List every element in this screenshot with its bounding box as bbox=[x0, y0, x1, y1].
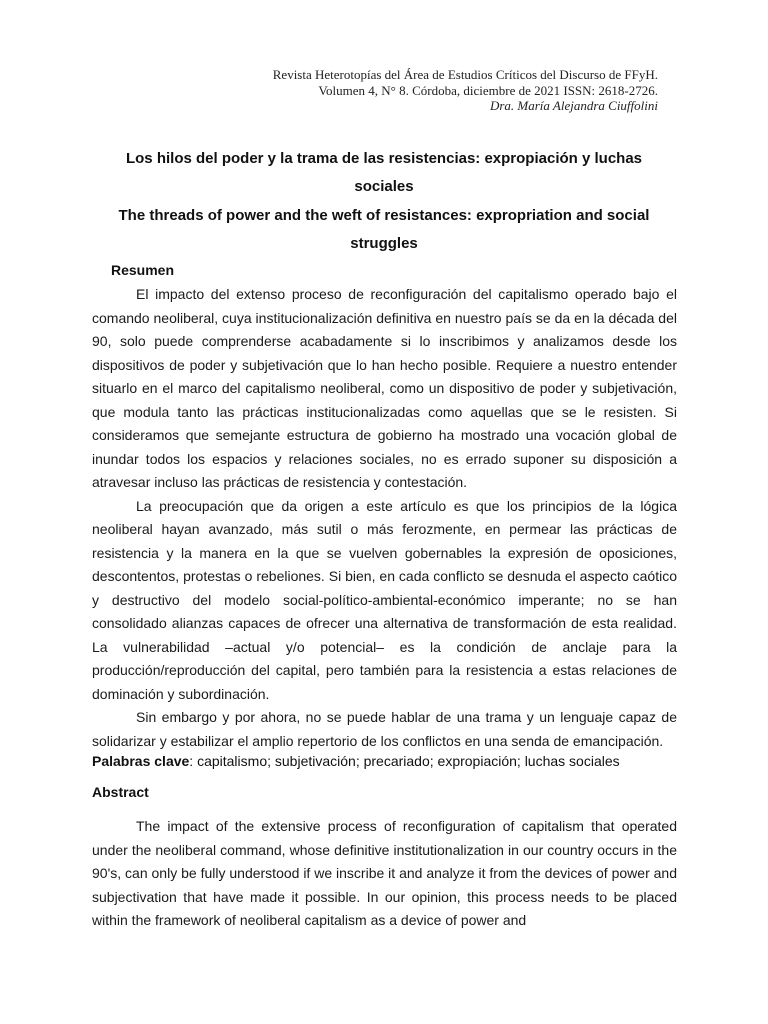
title-spanish: Los hilos del poder y la trama de las resistencias: expropiación y luchas sociales bbox=[125, 150, 643, 195]
keywords-values: : capitalismo; subjetivación; precariado; expropiación; luchas sociales bbox=[189, 753, 620, 769]
resumen-heading: Resumen bbox=[111, 262, 175, 278]
abstract-body bbox=[92, 815, 677, 933]
journal-name: Revista Heterotopías del Área de Estudios Críticos del Discurso de FFyH. bbox=[272, 67, 658, 82]
resumen-paragraph: La preocupación que da origen a este artículo es que los principios de la lógica neoliberal hayan avanzado, más sutil o más ferozmente, en permear las prácticas de resistencia y la manera en la que se vuelven gobernables la expresión de oposiciones, descontentos, protestas o rebeliones. Si bien, en cada conflicto se desnuda el aspecto caótico y destructivo del modelo social-político-ambiental-económico imperante; no se han consolidado alianzas capaces de ofrecer una alternativa de transformación de esta realidad. La vulnerabilidad –actual y/o potencial– es la condición de anclaje para la producción/reproducción del capital, pero también para la resistencia a estas relaciones de dominación y subordinación. bbox=[92, 497, 677, 702]
resumen-paragraph: El impacto del extenso proceso de reconfiguración del capitalismo operado bajo el comando neoliberal, cuya institucionalización definitiva en nuestro país se da en la década del 90, solo puede comprenderse acabadamente si lo inscribimos y analizamos desde los dispositivos de poder y subjetivación que lo han hecho posible. Requiere a nuestro entender situarlo en el marco del capitalismo neoliberal, como un dispositivo de poder y subjetivación, que modula tanto las prácticas institucionalizadas como aquellas que se le resisten. Si consideramos que semejante estructura de gobierno ha mostrado una vocación global de inundar todos los espacios y relaciones sociales, no es errado suponer su disposición a atravesar incluso las prácticas de resistencia y contestación. bbox=[92, 286, 677, 490]
journal-issue: Volumen 4, N° 8. Córdoba, diciembre de 2021 ISSN: 2618-2726. bbox=[318, 82, 658, 98]
keywords-line bbox=[92, 750, 708, 774]
resumen-body bbox=[92, 283, 677, 753]
abstract-heading: Abstract bbox=[92, 784, 149, 800]
resumen-paragraph: Sin embargo y por ahora, no se puede hablar de una trama y un lenguaje capaz de solidarizar y estabilizar el amplio repertorio de los conflictos en una senda de emancipación. bbox=[92, 709, 677, 749]
title-english: The threads of power and the weft of resistances: expropriation and social struggles bbox=[118, 207, 650, 252]
keywords-label: Palabras clave bbox=[92, 753, 190, 769]
journal-header bbox=[240, 67, 658, 114]
abstract-paragraph: The impact of the extensive process of reconfiguration of capitalism that operated under the neoliberal command, whose definitive institutionalization in our country occurs in the 90's, can only be fully understood if we inscribe it and analyze it from the devices of power and subjectivation that have made it possible. In our opinion, this process needs to be placed within the framework of neoliberal capitalism as a device of power and bbox=[92, 818, 677, 928]
author-name: Dra. María Alejandra Ciuffolini bbox=[489, 98, 658, 113]
